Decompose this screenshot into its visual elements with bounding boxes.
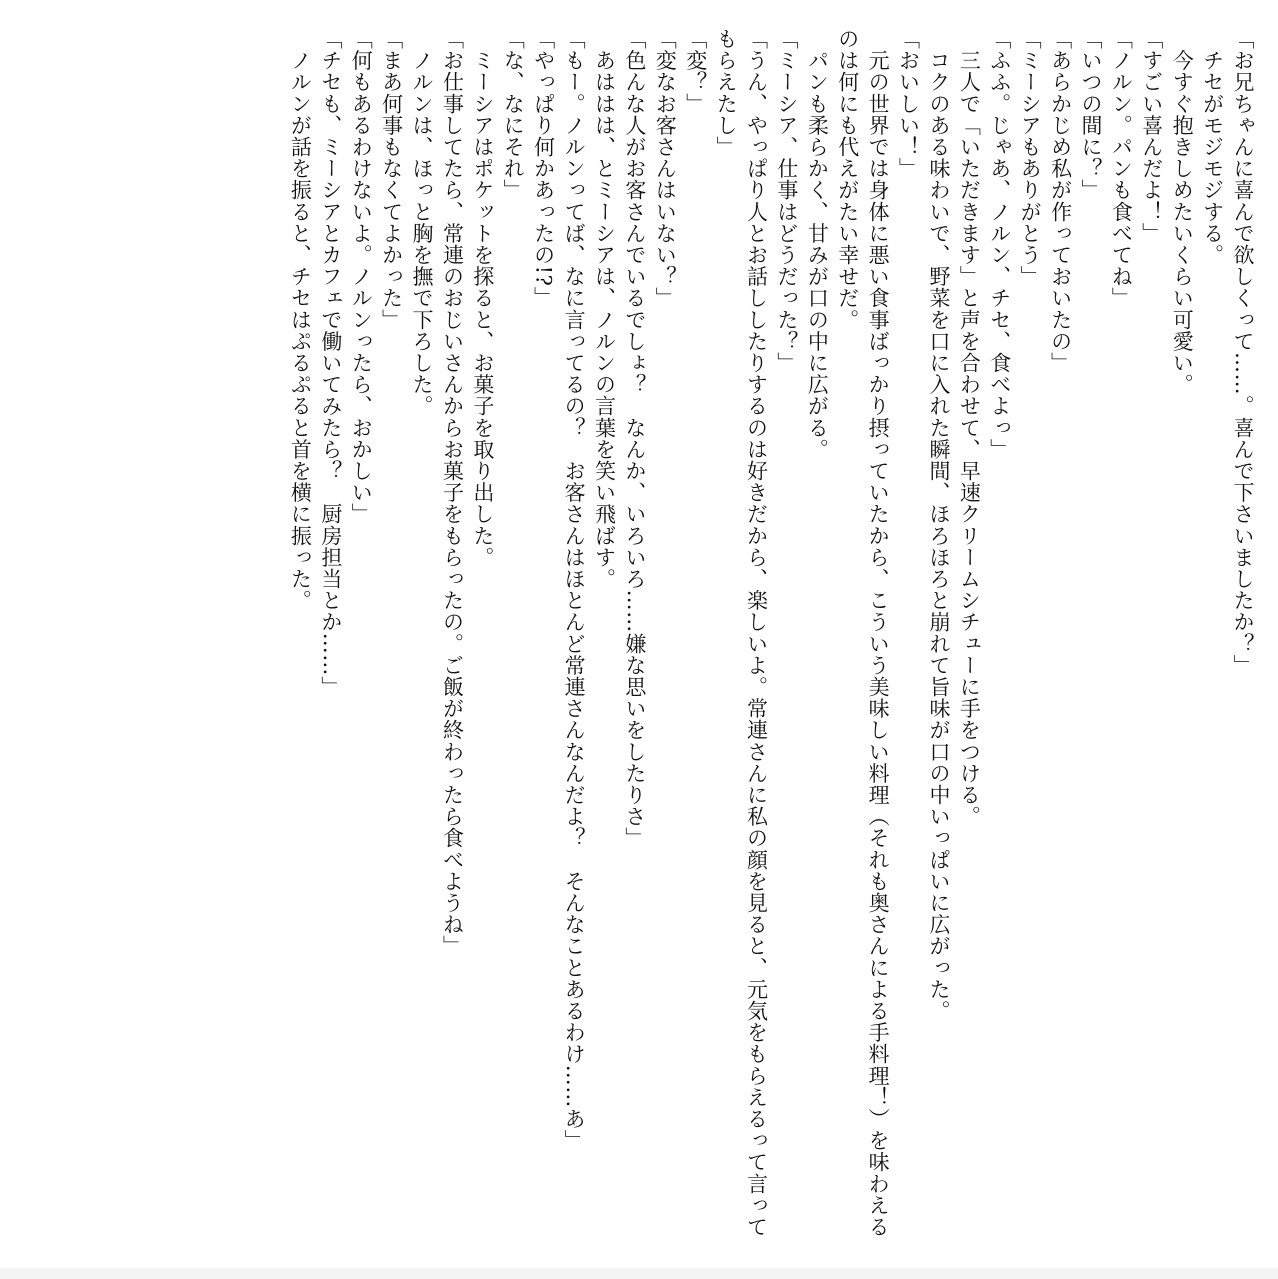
paragraph: 「お兄ちゃんに喜んで欲しくって……。喜んで下さいましたか？」 [1231,28,1255,676]
paragraph: 「あらかじめ私が作っておいたの」 [1048,28,1073,374]
paragraph: 「ミーシア、仕事はどうだった？」 [774,28,799,374]
paragraph: 「おいしい！」 [896,28,921,180]
paragraph: 「ノルン。パンも食べてね」 [1109,28,1134,309]
paragraph: 「やっぱり何かあったの!?」 [531,28,556,309]
paragraph: ノルンは、ほっと胸を撫で下ろした。 [410,28,435,417]
paragraph: パンも柔らかく、甘みが口の中に広がる。 [805,28,830,460]
paragraph: 「すごい喜んだよ！」 [1139,28,1164,244]
paragraph: 「何もあるわけないよ。ノルンったら、おかしい」 [349,28,374,525]
paragraph: 「な、なにそれ」 [501,28,526,201]
paragraph: ミーシアはポケットを探ると、お菓子を取り出した。 [470,28,495,568]
paragraph: 今すぐ抱きしめたいくらい可愛い。 [1170,28,1195,396]
paragraph: 「ミーシアもありがとう」 [1018,28,1043,288]
paragraph: あははは、とミーシアは、ノルンの言葉を笑い飛ばす。 [592,28,617,590]
paragraph: 「お仕事してたら、常連のおじいさんからお菓子をもらったの。ご飯が終わったら食べようね」 [440,28,465,957]
paragraph: 「色んな人がお客さんでいるでしょ？ なんか、いろいろ……嫌な思いをしたりさ」 [622,28,647,849]
paragraph: コクのある味わいで、野菜を口に入れた瞬間、ほろほろと崩れて旨味が口の中いっぱいに広がった。 [926,28,951,1022]
paragraph: 「チセも、ミーシアとカフェで働いてみたら？ 厨房担当とか……」 [318,28,343,698]
paragraph: 「もー。ノルンってば、なに言ってるの？ お客さんはほとんど常連さんなんだよ？ そんなことあるわけ……あ」 [562,28,587,1152]
paragraph: 三人で「いただきます」と声を合わせて、早速クリームシチューに手をつける。 [957,28,982,828]
paragraph: 「まあ何事もなくてよかった」 [379,28,404,331]
paragraph: 元の世界では身体に悪い食事ばっかり摂っていたから、こういう美味しい料理（それも奥さんによる手料理！）を味わえるのは何にも代えがたい幸せだ。 [835,28,891,1238]
paragraph: 「いつの間に？」 [1078,28,1103,201]
paragraph: チセがモジモジする。 [1200,28,1225,266]
paragraph: 「ふふ。じゃあ、ノルン、チセ、食べよっ」 [987,28,1012,460]
page-bottom-strip [0,1268,1278,1279]
paragraph: ノルンが話を振ると、チセはぷるぷると首を横に振った。 [288,28,313,612]
paragraph: 「変？」 [683,28,708,115]
paragraph: 「うん、やっぱり人とお話ししたりするのは好きだから、楽しいよ。常連さんに私の顔を見ると、元気をもらえるって言ってもらえたし」 [714,28,769,1238]
paragraph: 「変なお客さんはいない？」 [653,28,678,309]
vertical-text-body [285,28,1258,1258]
